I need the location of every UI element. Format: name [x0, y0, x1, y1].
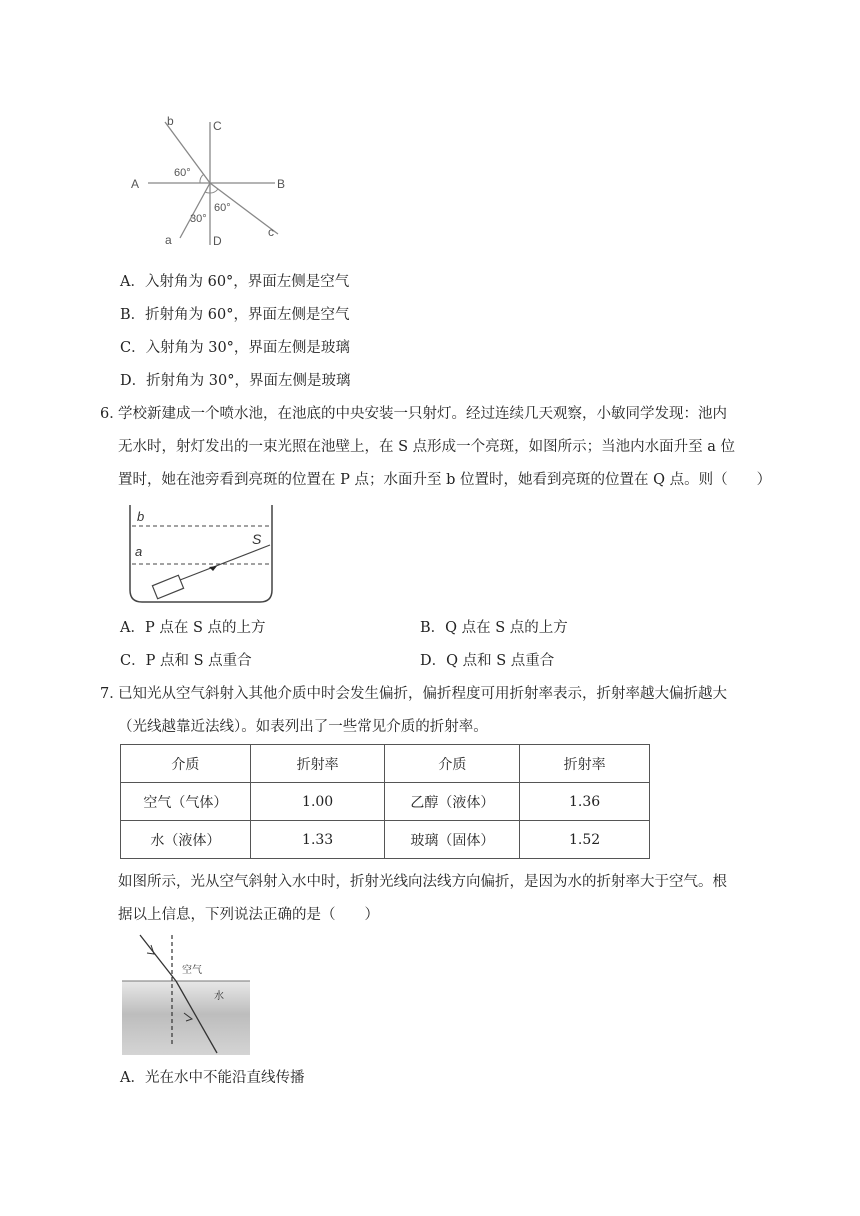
q5-label-A: A — [131, 177, 140, 191]
table-header: 折射率 — [250, 745, 385, 783]
table-cell: 乙醇（液体） — [385, 783, 520, 821]
q7-text-line-2: （光线越靠近法线）。如表列出了一些常见介质的折射率。 — [118, 719, 488, 735]
q6-number: 6． — [100, 406, 124, 422]
q6-label-S: S — [252, 531, 262, 547]
q5-label-b: b — [167, 114, 174, 128]
table-row — [121, 821, 650, 859]
table-cell: 玻璃（固体） — [385, 821, 520, 859]
q6-label-a: a — [135, 544, 143, 559]
q6-option-b[interactable]: B．Q 点在 S 点的上方 — [420, 620, 568, 636]
q5-label-B: B — [277, 177, 286, 191]
q5-refraction-diagram — [120, 110, 295, 252]
table-cell: 水（液体） — [121, 821, 251, 859]
q5-option-a[interactable]: A．入射角为 60°，界面左侧是空气 — [120, 274, 350, 290]
table-cell: 1.52 — [520, 821, 650, 859]
q6-text-line-2: 无水时，射灯发出的一束光照在池壁上，在 S 点形成一个亮斑，如图所示；当池内水面升至 a 位 — [118, 439, 736, 455]
q6-option-a[interactable]: A．P 点在 S 点的上方 — [120, 620, 266, 636]
q7-option-a[interactable]: A．光在水中不能沿直线传播 — [120, 1070, 305, 1086]
q5-option-c[interactable]: C．入射角为 30°，界面左侧是玻璃 — [120, 340, 350, 356]
q5-angle-60-upper: 60° — [174, 167, 191, 179]
q5-label-c: c — [268, 225, 274, 239]
q5-label-a: a — [165, 233, 172, 247]
q5-label-D: D — [213, 234, 222, 248]
q6-text-line-1: 学校新建成一个喷水池，在池底的中央安装一只射灯。经过连续几天观察，小敏同学发现：池内 — [118, 406, 727, 422]
q5-angle-30: 30° — [190, 213, 207, 225]
table-cell: 1.00 — [250, 783, 385, 821]
table-header: 折射率 — [520, 745, 650, 783]
q6-text-line-3: 置时，她在池旁看到亮斑的位置在 P 点；水面升至 b 位置时，她看到亮斑的位置在 Q 点。则（ ） — [118, 472, 772, 488]
q6-option-c[interactable]: C．P 点和 S 点重合 — [120, 653, 252, 669]
table-header: 介质 — [385, 745, 520, 783]
q7-text-line-1: 已知光从空气斜射入其他介质中时会发生偏折，偏折程度可用折射率表示，折射率越大偏折越大 — [118, 686, 727, 702]
q7-after-line-2: 据以上信息，下列说法正确的是（ ） — [118, 907, 379, 923]
table-cell: 1.36 — [520, 783, 650, 821]
table-header: 介质 — [121, 745, 251, 783]
q7-label-water: 水 — [214, 991, 224, 1002]
q5-option-d[interactable]: D．折射角为 30°，界面左侧是玻璃 — [120, 373, 351, 389]
table-row — [121, 783, 650, 821]
q5-option-b[interactable]: B．折射角为 60°，界面左侧是空气 — [120, 307, 350, 323]
q7-after-line-1: 如图所示，光从空气斜射入水中时，折射光线向法线方向偏折，是因为水的折射率大于空气。根 — [118, 874, 727, 890]
refractive-index-table — [120, 744, 650, 859]
q6-pool-diagram — [120, 500, 280, 608]
q7-air-water-diagram — [120, 933, 252, 1057]
q5-angle-60-lower: 60° — [214, 202, 231, 214]
table-cell: 1.33 — [250, 821, 385, 859]
table-header-row — [121, 745, 650, 783]
table-cell: 空气（气体） — [121, 783, 251, 821]
q5-label-C: C — [213, 119, 222, 133]
q6-option-d[interactable]: D．Q 点和 S 点重合 — [420, 653, 555, 669]
q7-label-air: 空气 — [182, 965, 202, 976]
q6-label-b: b — [137, 509, 145, 524]
q7-number: 7． — [100, 686, 124, 702]
